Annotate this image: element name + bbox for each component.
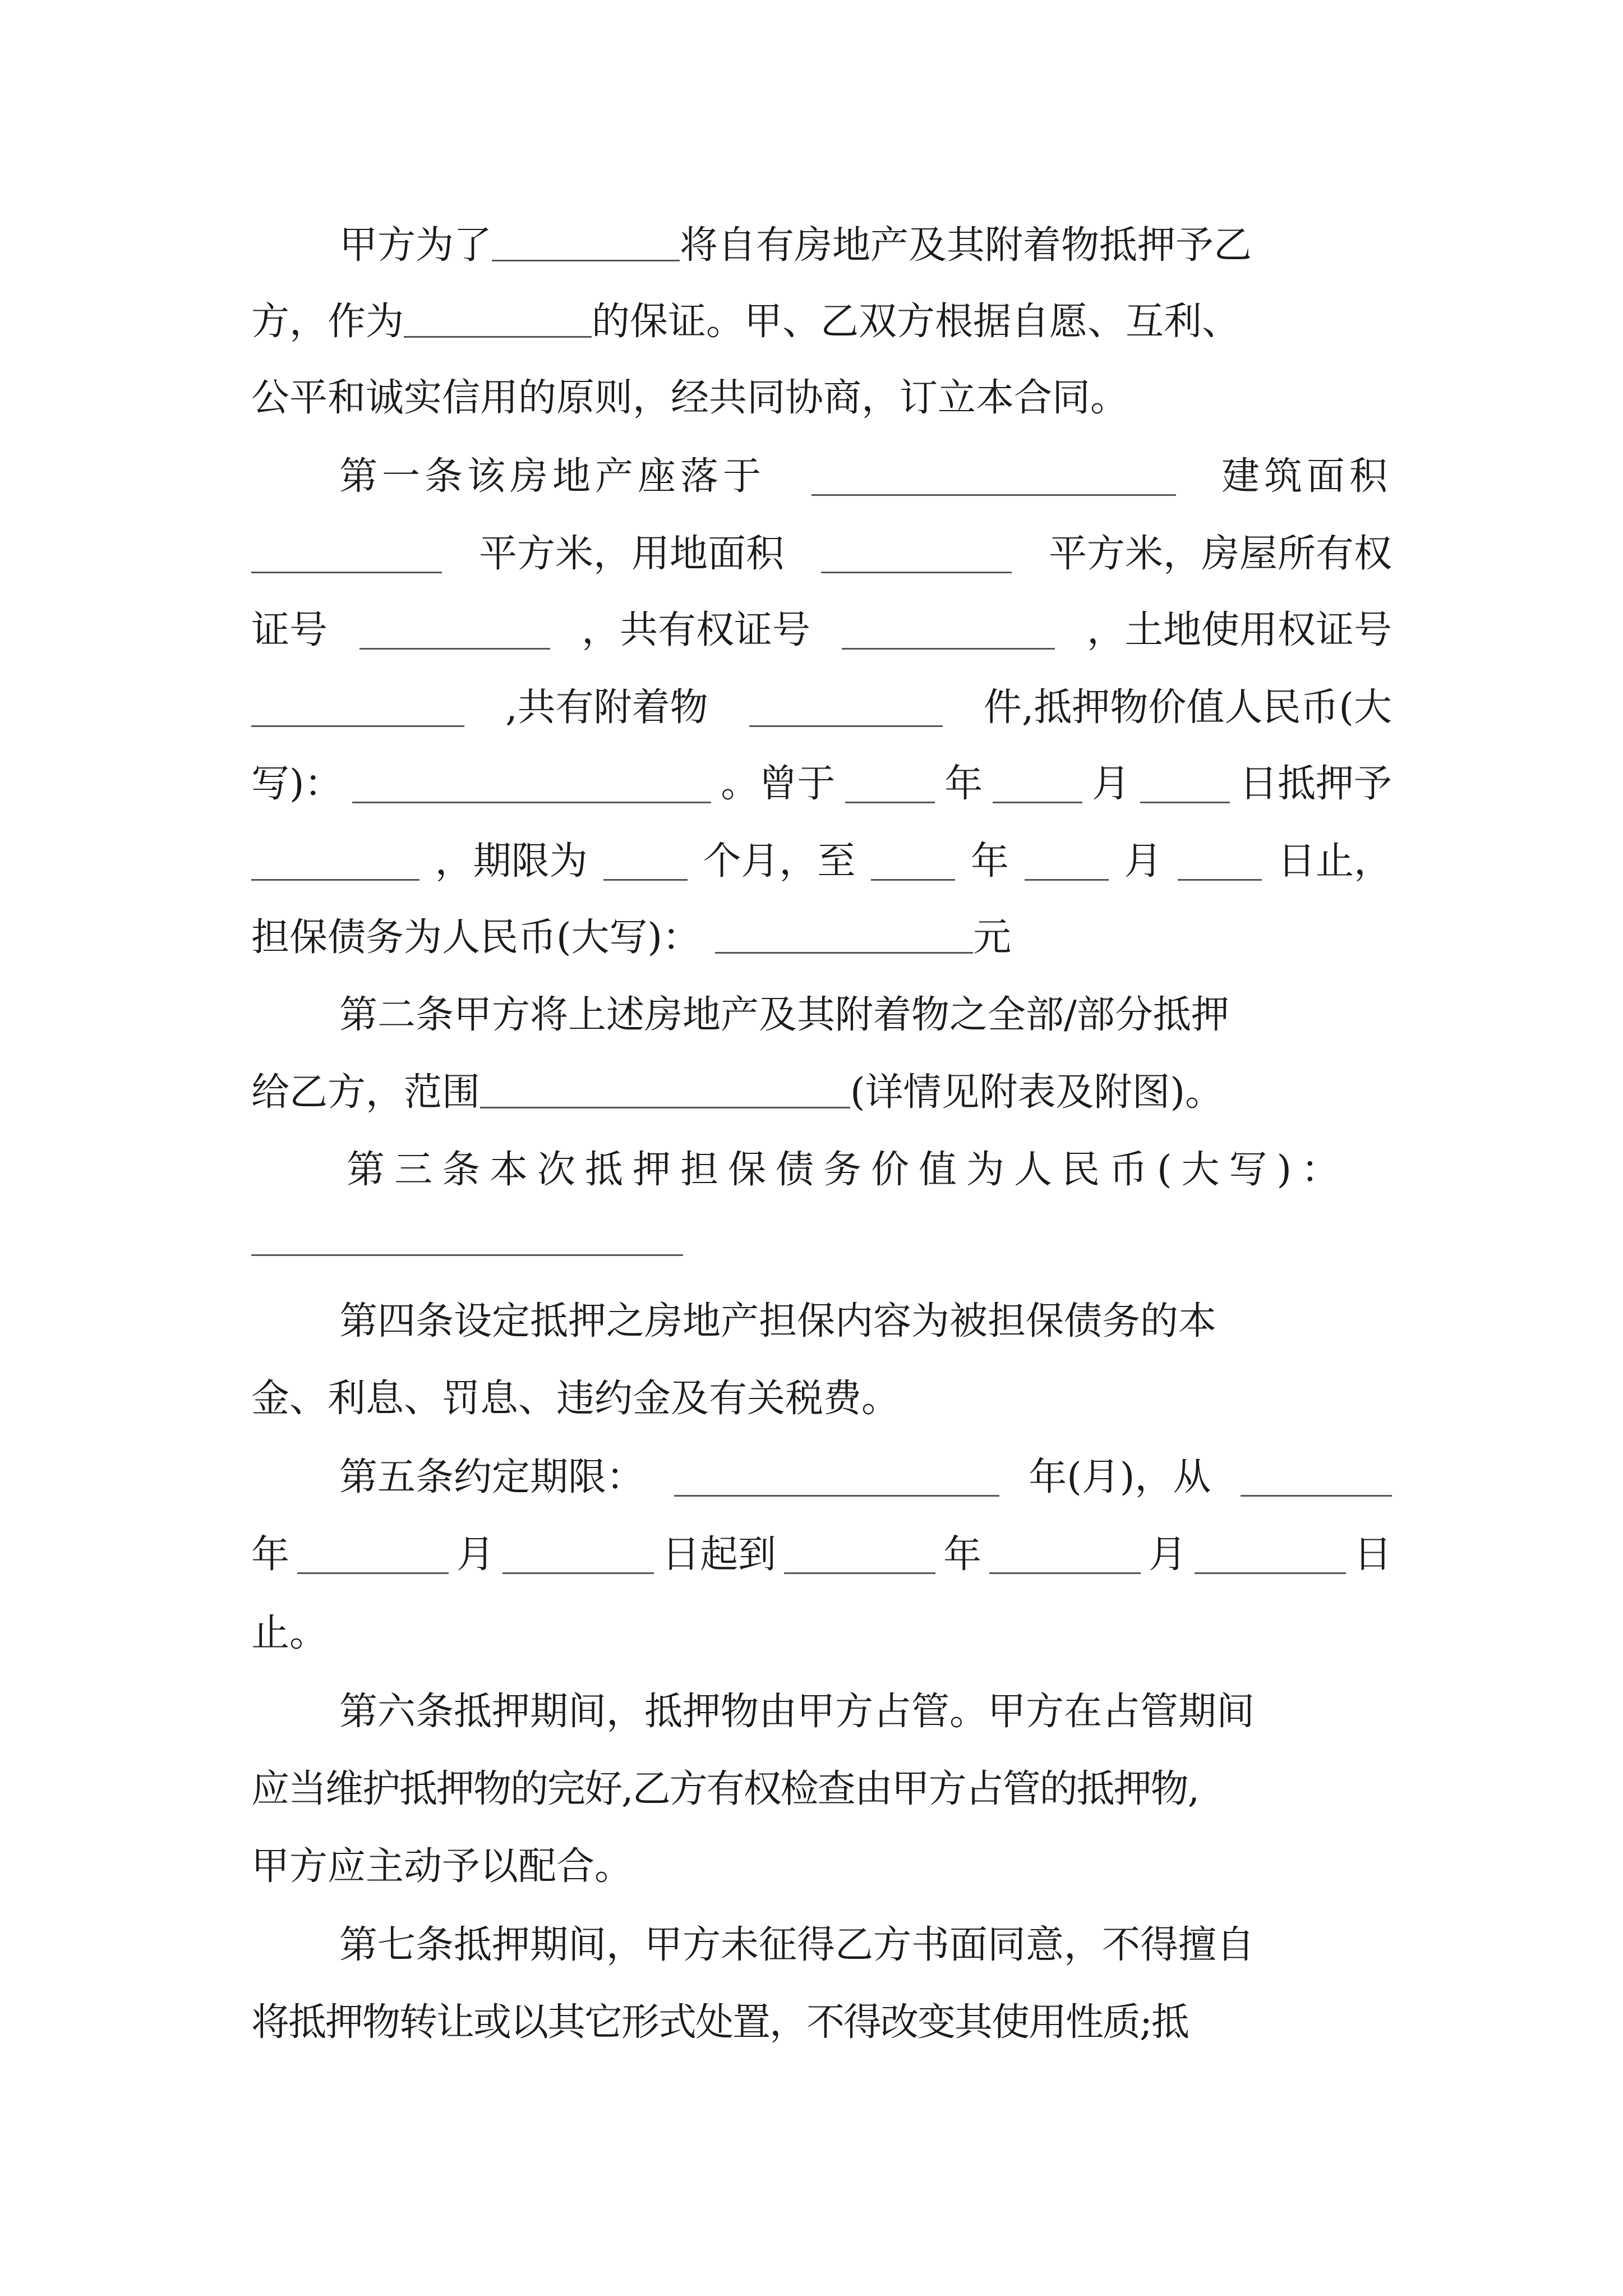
text-segment: 元 <box>973 915 1012 960</box>
article-5-line-1 <box>339 1444 1392 1511</box>
text-segment: 给乙方，范围 <box>251 1070 481 1115</box>
fill-blank <box>821 536 1012 573</box>
article-1-line-4 <box>251 674 1392 742</box>
text-segment: 日起到 <box>661 1533 776 1577</box>
fill-blank <box>492 224 680 261</box>
article-6-line-3 <box>251 1833 1392 1901</box>
text-segment: 平方米，用地面积 <box>478 532 784 576</box>
text-segment: 第四条设定抵押之房地产担保内容为被担保债务的本 <box>339 1299 1217 1343</box>
article-2-line-2 <box>251 1059 1392 1126</box>
article-1-line-1 <box>339 443 1392 510</box>
fill-blank <box>297 1536 449 1574</box>
text-segment: 甲方为了 <box>339 223 492 268</box>
fill-blank <box>251 843 419 881</box>
article-7-line-1 <box>339 1912 1392 1979</box>
text-segment: 月 <box>456 1533 495 1577</box>
fill-blank <box>1195 1536 1346 1574</box>
fill-blank <box>784 1536 935 1574</box>
text-segment: 止。 <box>251 1611 328 1655</box>
fill-blank <box>749 689 943 727</box>
text-segment: 件,抵押物价值人民币(大 <box>983 685 1392 730</box>
text-segment: 金、利息、罚息、违约金及有关税费。 <box>251 1377 900 1421</box>
fill-blank <box>404 300 592 338</box>
text-segment: 将抵押物转让或以其它形式处置，不得改变其使用性质;抵 <box>251 2000 1188 2045</box>
text-segment: 第三条本次抵押担保债务价值为人民币(大写)： <box>347 1148 1349 1192</box>
article-4-line-2 <box>251 1365 1392 1433</box>
article-4-line-1 <box>339 1288 1392 1355</box>
preamble-line-1 <box>339 212 1392 279</box>
fill-blank <box>480 1071 850 1108</box>
fill-blank <box>845 766 935 803</box>
preamble-line-3 <box>251 365 1392 432</box>
fill-blank <box>1178 843 1262 881</box>
text-segment: ,共有附着物 <box>505 685 708 730</box>
text-segment: 写)： <box>251 762 343 806</box>
article-1-line-7 <box>251 904 1392 972</box>
text-segment: 日抵押予 <box>1239 762 1392 806</box>
text-segment: 年 <box>943 1533 981 1577</box>
article-3-line-1 <box>347 1137 1392 1204</box>
fill-blank <box>502 1536 654 1574</box>
text-segment: 年 <box>251 1533 290 1577</box>
text-segment: 第二条甲方将上述房地产及其附着物之全部/部分抵押 <box>339 993 1229 1037</box>
article-6-line-2 <box>251 1756 1392 1823</box>
fill-blank <box>715 916 973 954</box>
text-segment: 的保证。甲、乙双方根据自愿、互利、 <box>592 300 1241 344</box>
fill-blank <box>251 1254 683 1256</box>
text-segment: ，共有权证号 <box>581 608 810 652</box>
fill-blank <box>1025 843 1109 881</box>
text-segment: 年 <box>970 839 1009 884</box>
text-segment: 建筑面积 <box>1221 454 1392 499</box>
text-segment: 第六条抵押期间，抵押物由甲方占管。甲方在占管期间 <box>339 1690 1255 1734</box>
fill-blank <box>359 612 550 650</box>
fill-blank <box>1140 766 1230 803</box>
fill-blank <box>251 536 442 573</box>
text-segment: 甲方应主动予以配合。 <box>251 1844 633 1889</box>
text-segment: 证号 <box>251 608 328 652</box>
fill-blank <box>603 843 688 881</box>
text-segment: 月 <box>1092 762 1131 806</box>
article-5-line-2 <box>251 1521 1392 1589</box>
article-2-line-1 <box>339 982 1392 1049</box>
text-segment: 年(月)，从 <box>1029 1455 1211 1499</box>
fill-blank <box>251 689 464 727</box>
fill-blank <box>1241 1459 1392 1497</box>
text-segment: 方，作为 <box>251 300 404 344</box>
text-segment: 应当维护抵押物的完好,乙方有权检查由甲方占管的抵押物, <box>251 1767 1199 1811</box>
article-5-line-3 <box>251 1600 1392 1667</box>
text-segment: 年 <box>944 762 983 806</box>
text-segment: 第五条约定期限： <box>339 1455 645 1499</box>
article-1-line-2 <box>251 521 1392 588</box>
text-segment: 担保债务为人民币(大写)： <box>251 915 701 960</box>
article-1-line-5 <box>251 751 1392 818</box>
article-1-line-6 <box>251 828 1392 895</box>
text-segment: 第一条该房地产座落于 <box>339 454 766 499</box>
text-segment: ，土地使用权证号 <box>1086 608 1392 652</box>
text-segment: 个月，至 <box>703 839 856 884</box>
text-segment: 第七条抵押期间，甲方未征得乙方书面同意，不得擅自 <box>339 1923 1255 1967</box>
text-segment: ，期限为 <box>435 839 588 884</box>
article-6-line-1 <box>339 1678 1392 1746</box>
article-1-line-3 <box>251 597 1392 664</box>
fill-blank <box>989 1536 1141 1574</box>
text-segment: 将自有房地产及其附着物抵押予乙 <box>680 223 1252 268</box>
fill-blank <box>993 766 1082 803</box>
text-segment: 月 <box>1148 1533 1187 1577</box>
article-7-line-2 <box>251 1989 1392 2056</box>
fill-blank <box>871 843 955 881</box>
text-segment: 。曾于 <box>721 762 836 806</box>
text-segment: 月 <box>1124 839 1163 884</box>
preamble-line-2 <box>251 288 1392 356</box>
fill-blank <box>842 612 1055 650</box>
text-segment: 日止， <box>1277 839 1392 884</box>
text-segment: 平方米，房屋所有权 <box>1048 532 1392 576</box>
fill-blank <box>674 1459 999 1497</box>
text-segment: 公平和诚实信用的原则，经共同协商，订立本合同。 <box>251 376 1129 420</box>
fill-blank <box>352 766 711 803</box>
text-segment: (详情见附表及附图)。 <box>850 1070 1224 1115</box>
text-segment: 日 <box>1353 1533 1392 1577</box>
fill-blank <box>811 458 1176 496</box>
